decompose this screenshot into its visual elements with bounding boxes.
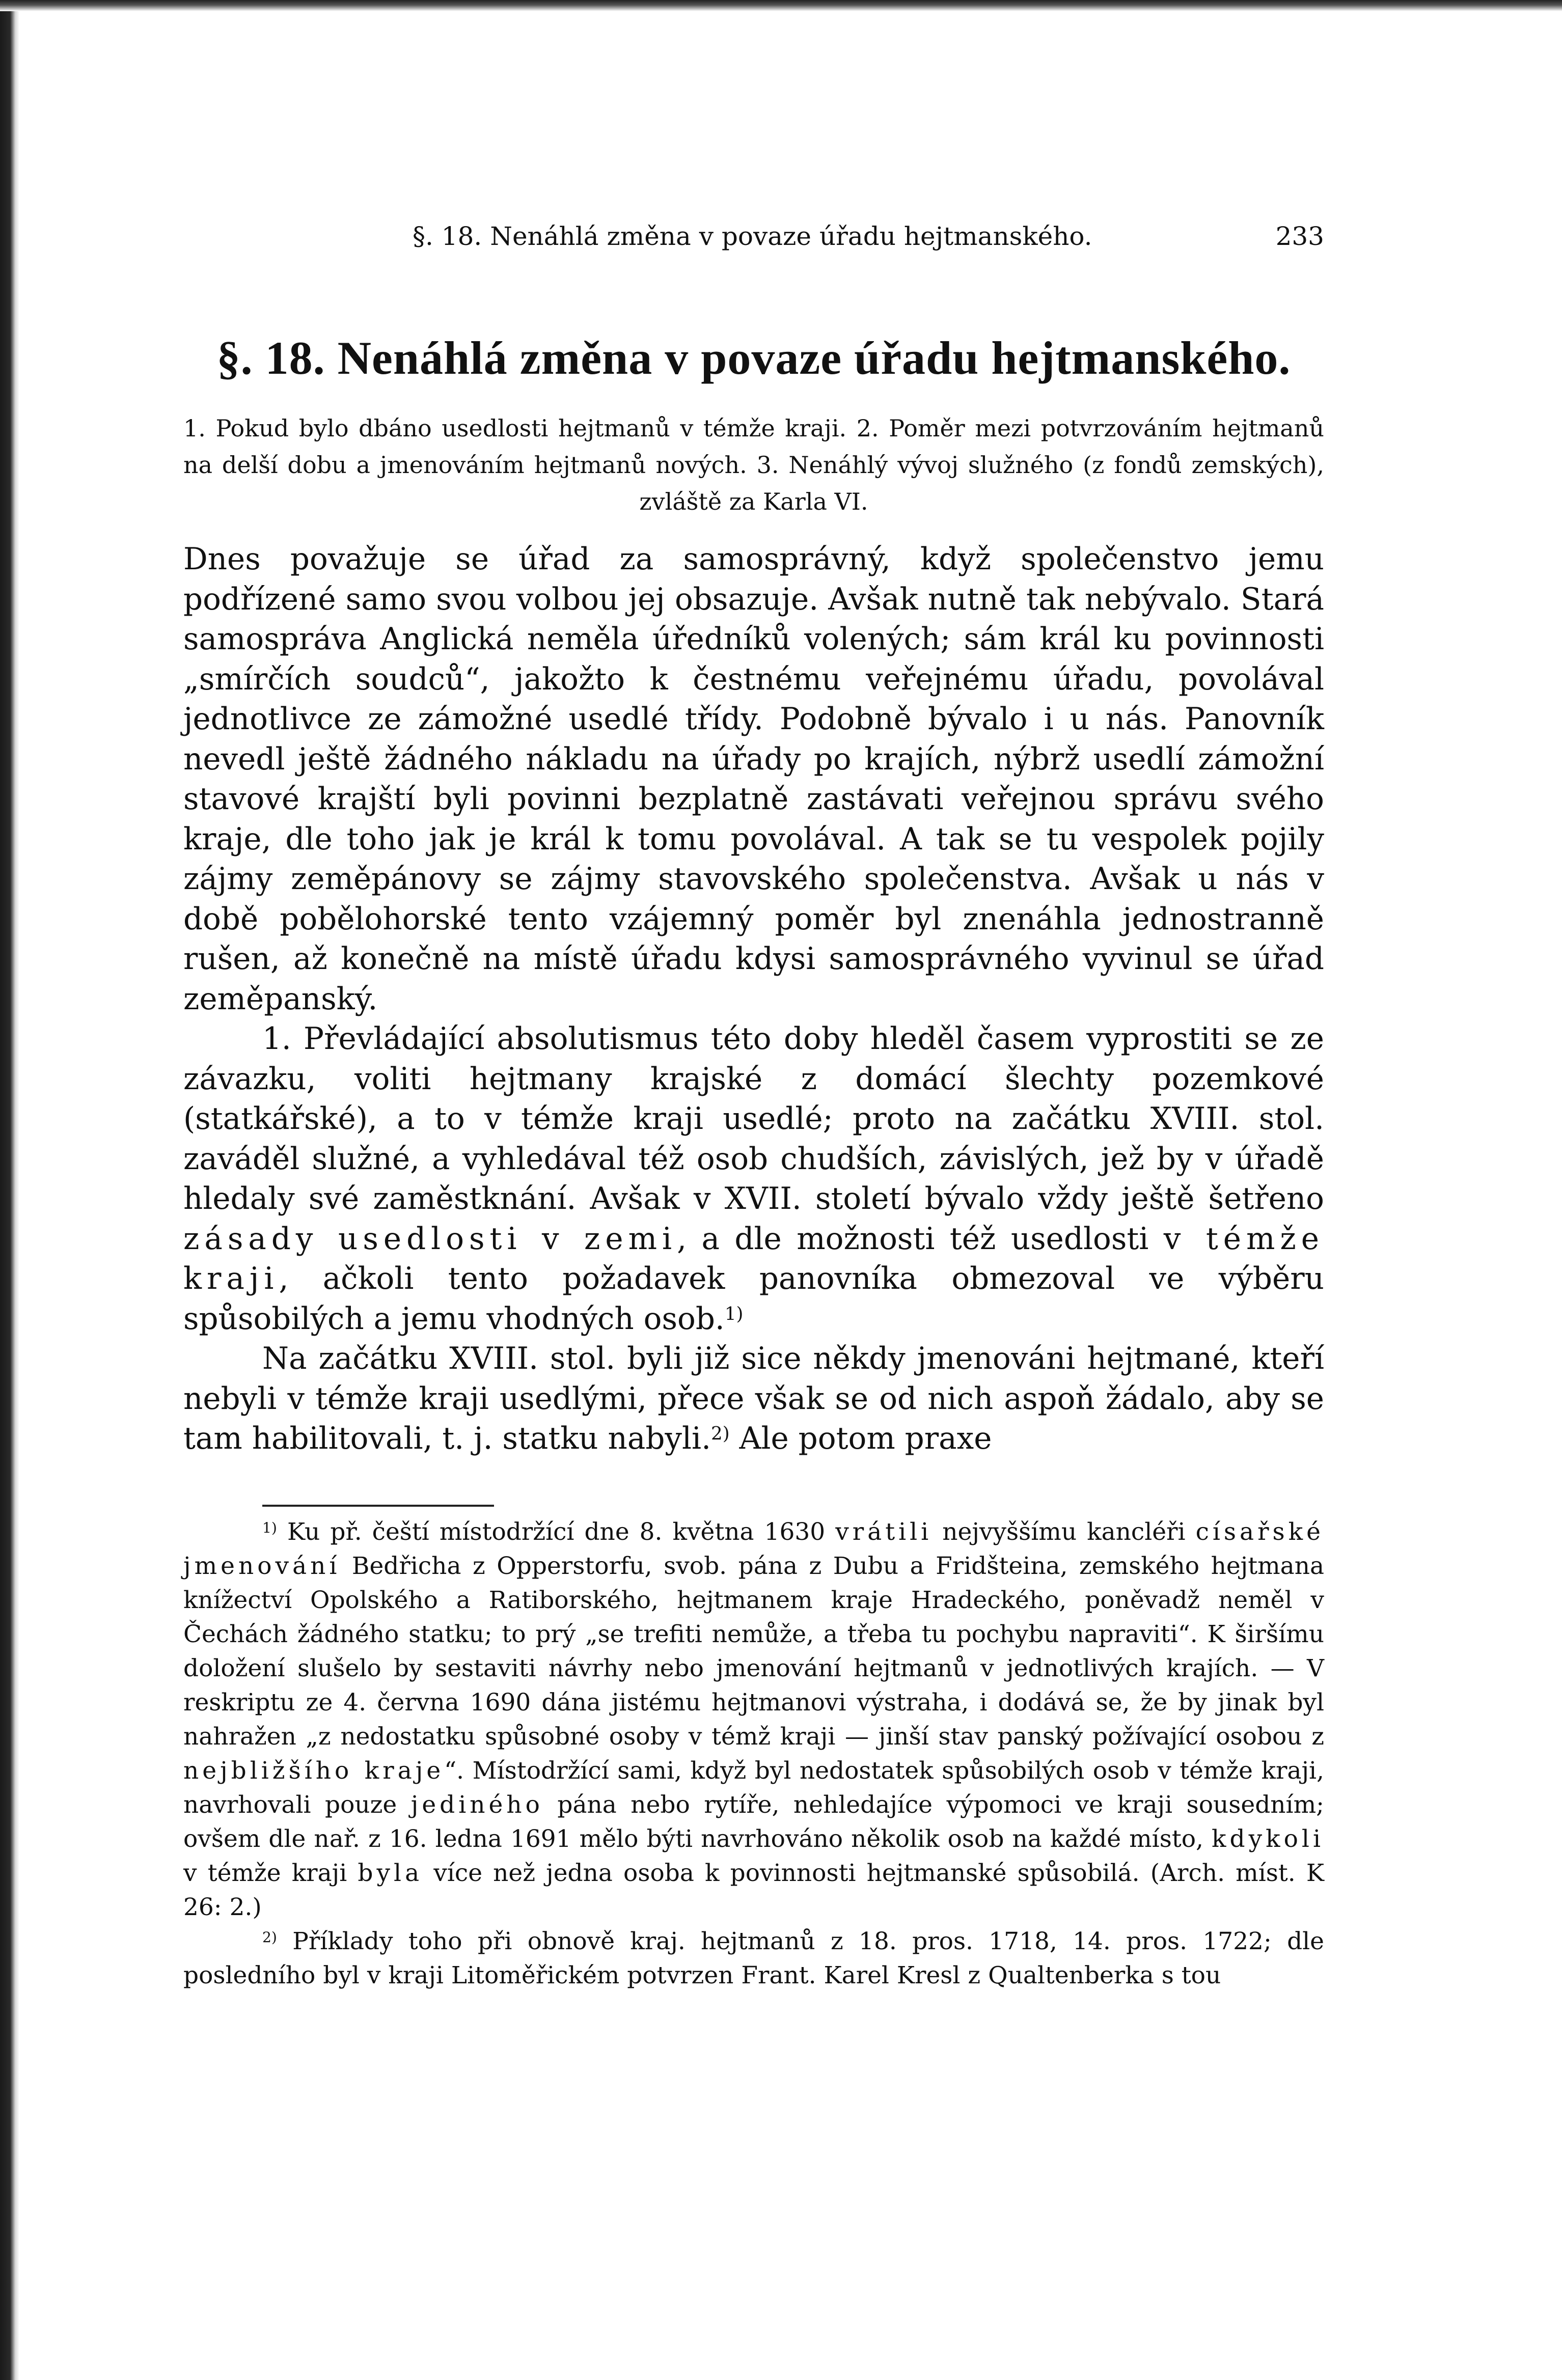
footnote-1-text-g: více než jedna osoba k povinnosti hejtmanské spůsobilá. (Arch. míst. K 26: 2.) — [183, 1859, 1324, 1921]
footnote-2-mark: 2) — [262, 1928, 277, 1946]
footnote-1-emphasis-imperial-appointment: císařské jmenování — [183, 1518, 1324, 1580]
paragraph-intro: Dnes považuje se úřad za samosprávný, když společenstvo jemu podřízené samo svou volbou jej obsazuje. Avšak nutně tak nebývalo. Stará samospráva Anglická neměla úředníků volených; sám král ku povinnosti „smírčích soudců“, jakožto k čestnému veřejnému úřadu, povolával jednotlivce ze zámožné usedlé třídy. Podobně bývalo i u nás. Panovník nevedl ještě žádného nákladu na úřady po krajích, nýbrž usedlí zámožní stavové krajští byli povinni bezplatně zastávati veřejnou správu svého kraje, dle toho jak je král k tomu povolával. A tak se tu vespolek pojily zájmy zeměpánovy se zájmy stavovského společenstva. Avšak u nás v době pobělohorské tento vzájemný poměr byl znenáhla jednostranně rušen, až konečně na místě úřadu kdysi samosprávného vyvinul se úřad zeměpanský. — [183, 542, 1324, 1017]
footnote-1-emphasis-returned: vrátili — [835, 1518, 933, 1546]
footnote-1-emphasis-nearest-region: nejbližšího kraje — [183, 1757, 445, 1785]
footnote-1 — [183, 1515, 1324, 1924]
paragraph-18th-century-text-a: Na začátku XVIII. stol. byli již sice někdy jmenováni hejtmané, kteří nebyli v témže kraji usedlými, přece však se od nich aspoň žádalo, aby se tam habilitovali, t. j. statku nabyli. — [183, 1341, 1324, 1456]
footnote-ref-1: 1) — [724, 1303, 744, 1324]
section-summary: 1. Pokud bylo dbáno usedlosti hejtmanů v témže kraji. 2. Poměr mezi potvrzováním hejtmanů na delší dobu a jmenováním hejtmanů nových. 3. Nenáhlý vývoj služného (z fondů zemských), zvláště za Karla VI. — [183, 414, 1324, 515]
footnote-2 — [183, 1924, 1324, 1992]
footnote-1-emphasis-was: byla — [358, 1859, 423, 1887]
scan-edge-top — [0, 0, 1562, 11]
footnote-1-text-d: “. Místodržící sami, když byl nedostatek spůsobilých osob v témže kraji, navrhovali pouze — [183, 1757, 1324, 1819]
footnote-1-emphasis-whenever: kdykoli — [1212, 1825, 1324, 1853]
footnote-1-text-e: pána nebo rytíře, nehledajíce výpomoci ve kraji sousedním; ovšem dle nař. z 16. ledna 1691 mělo býti navrhováno několik osob na každé místo, — [183, 1791, 1324, 1853]
paragraph-point-1 — [183, 1019, 1324, 1339]
emphasis-same-region: v témže kraji — [183, 1221, 1324, 1296]
page-number: 233 — [1275, 222, 1324, 251]
footnote-ref-2: 2) — [711, 1423, 730, 1445]
running-title: §. 18. Nenáhlá změna v povaze úřadu hejtmanského. — [413, 222, 1092, 251]
footnotes — [183, 1515, 1324, 1992]
main-text — [183, 540, 1324, 1459]
footnote-1-text-b: nejvyššímu kancléři — [942, 1518, 1186, 1546]
paragraph-18th-century — [183, 1339, 1324, 1459]
footnote-1-text-f: v témže kraji — [183, 1859, 347, 1887]
emphasis-principle-residence-in-land: zásady usedlosti v zemi — [183, 1221, 677, 1257]
paragraph-18th-century-text-b: Ale potom praxe — [729, 1421, 992, 1456]
paragraph-point-1-text-c: , ačkoli tento požadavek panovníka obmezoval ve výběru spůsobilých a jemu vhodných osob. — [183, 1261, 1324, 1337]
footnote-1-text-a: Ku př. čeští místodržící dne 8. května 1630 — [277, 1518, 826, 1546]
section-title: §. 18. Nenáhlá změna v povaze úřadu hejtmanského. — [216, 332, 1291, 384]
paragraph-point-1-text-b: , a dle možnosti též usedlosti — [677, 1221, 1149, 1257]
footnote-1-emphasis-single: jediného — [410, 1791, 543, 1819]
footnote-divider — [262, 1505, 494, 1507]
scan-edge-left — [0, 0, 19, 2380]
running-head — [183, 222, 1324, 257]
footnote-2-text: Příklady toho při obnově kraj. hejtmanů z 18. pros. 1718, 14. pros. 1722; dle posledního byl v kraji Litoměřickém potvrzen Frant. Karel Kresl z Qualtenberka s tou — [183, 1927, 1324, 1989]
paragraph-point-1-text-a: 1. Převládající absolutismus této doby hleděl časem vyprostiti se ze závazku, voliti hejtmany krajské z domácí šlechty pozemkové (statkářské), a to v témže kraji usedlé; proto na začátku XVIII. stol. zaváděl služné, a vyhledával též osob chudších, závislých, jež by v úřadě hledaly své zaměstknání. Avšak v XVII. století bývalo vždy ještě šetřeno — [183, 1021, 1324, 1216]
footnote-1-text-c: Bedřicha z Opperstorfu, svob. pána z Dubu a Fridšteina, zemského hejtmana knížectví Opolského a Ratiborského, hejtmanem kraje Hradeckého, poněvadž neměl v Čechách žádného statku; to prý „se trefiti nemůže, a třeba tu pochybu napraviti“. K širšímu doložení slušelo by sestaviti návrhy nebo jmenování hejtmanů v jednotlivých krajích. — V reskriptu ze 4. června 1690 dána jistému hejtmanovi výstraha, i dodává se, že by jinak byl nahražen „z nedostatku spůsobné osoby v témž kraji — jinší stav panský požívající osobou z — [183, 1552, 1324, 1751]
footnote-1-mark: 1) — [262, 1519, 277, 1536]
